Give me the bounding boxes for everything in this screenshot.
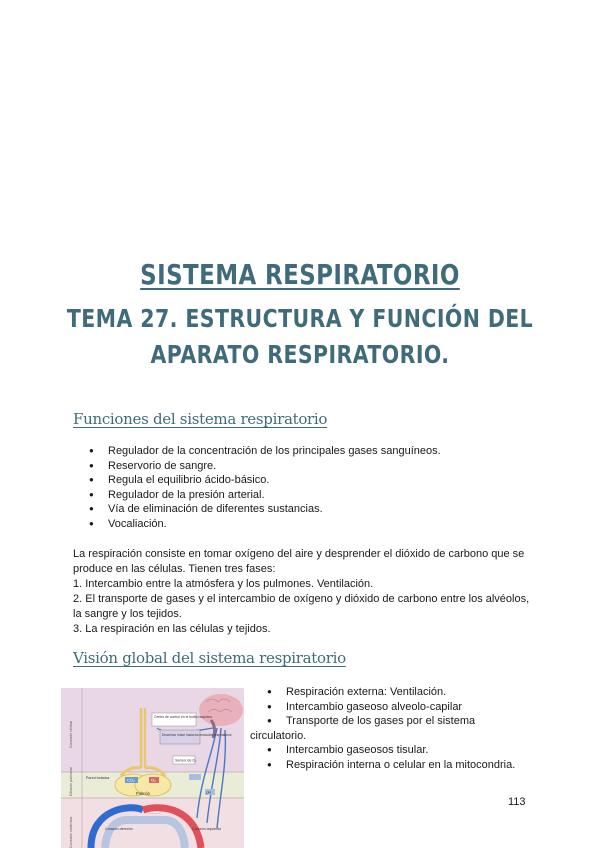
paragraph-phase-2: 2. El transporte de gases y el intercambio de oxígeno y dióxido de carbono entre los alvéolos, la sangre y los tejidos.	[73, 593, 530, 620]
list-item: ● Respiración externa: Ventilación.	[286, 685, 475, 700]
chapter-title-line1: TEMA 27. ESTRUCTURA Y FUNCIÓN DEL	[66, 304, 534, 333]
label-ph: pH	[206, 790, 212, 795]
list-item: ● Reservorio de sangre.	[108, 459, 441, 474]
label-pulmon: Pulmón	[136, 791, 151, 796]
label-sensor: Sensor de O₂	[175, 758, 197, 763]
list-item: ● Intercambio gaseosos tisular.	[286, 743, 515, 758]
label-band-bottom: Conexión sistémica	[69, 816, 73, 848]
chapter-title-line2: APARATO RESPIRATORIO.	[150, 340, 450, 369]
list-item: ● Transporte de los gases por el sistema	[286, 714, 475, 729]
page-number: 113	[508, 796, 526, 808]
list-item: ● Regula el equilibrio ácido-básico.	[108, 473, 441, 488]
label-corazon-izq: Corazón izquierdo	[192, 827, 222, 831]
paragraph-phase-1: 1. Intercambio entre la atmósfera y los pulmones. Ventilación.	[73, 578, 374, 590]
section-heading-funciones: Funciones del sistema respiratorio	[73, 410, 328, 428]
page-title: SISTEMA RESPIRATORIO	[140, 258, 460, 291]
paragraph-phase-3: 3. La respiración en las células y tejidos.	[73, 623, 271, 635]
vision-list-bottom	[286, 743, 515, 772]
label-corazon-der: Corazón derecho	[105, 827, 133, 831]
label-band-top: Conexión central	[69, 721, 73, 748]
label-descenso: Descenso motor hacia los músculos respiratorios	[162, 733, 232, 737]
list-item: ● Regulador de la concentración de los principales gases sanguíneos.	[108, 444, 441, 459]
vision-list-continuation: circulatorio.	[250, 730, 307, 742]
label-co2: CO₂	[127, 777, 135, 783]
label-centro: Centro de control en el bulbo raquídeo	[154, 715, 212, 719]
respiratory-diagram	[61, 688, 244, 848]
paragraph-intro: La respiración consiste en tomar oxígeno del aire y desprender el dióxido de carbono que se produce en las células. Tienen tres fases:	[73, 548, 525, 575]
list-item: ● Vocaliación.	[108, 517, 441, 532]
list-item: ● Regulador de la presión arterial.	[108, 488, 441, 503]
list-item: ● Intercambio gaseoso alveolo-capilar	[286, 700, 475, 715]
label-band-mid: Difusión pulmonar	[69, 767, 73, 796]
label-o2: O₂	[151, 777, 156, 783]
section-heading-vision: Visión global del sistema respiratorio	[73, 649, 346, 667]
respiration-paragraph	[73, 547, 533, 637]
list-item: ● Vía de eliminación de diferentes sustancias.	[108, 502, 441, 517]
label-pared: Pared torácica	[86, 776, 110, 780]
list-item: ● Respiración interna o celular en la mitocondria.	[286, 758, 515, 773]
functions-list	[108, 444, 441, 532]
vision-list-top	[286, 685, 475, 729]
